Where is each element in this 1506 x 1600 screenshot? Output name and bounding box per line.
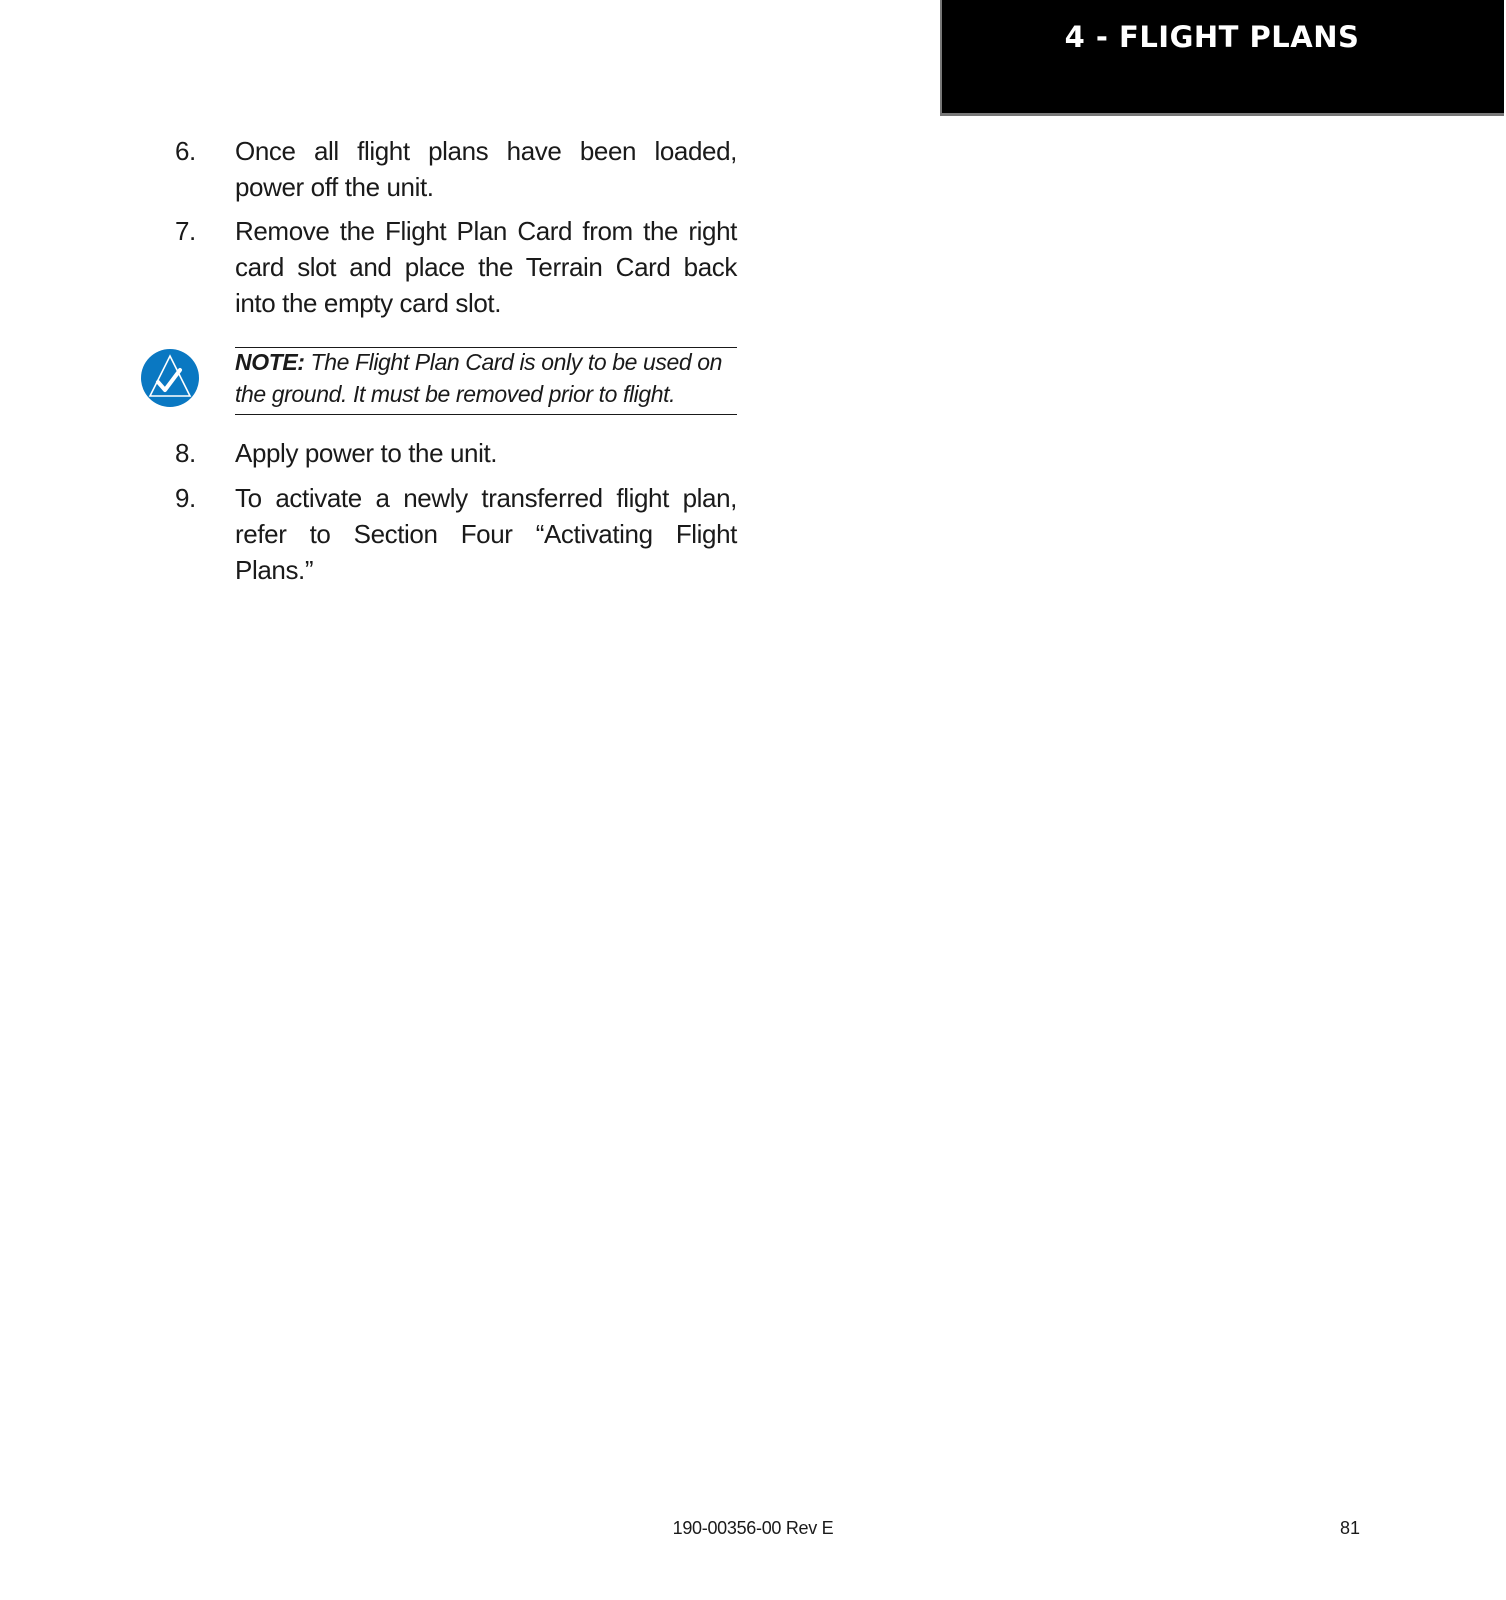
note-bottom-rule: [235, 414, 737, 415]
step-text: To activate a newly transferred flight plan, refer to Section Four “Activating Flight Plans.”: [235, 483, 737, 585]
step-text: Remove the Flight Plan Card from the right card slot and place the Terrain Card back into the empty card slot.: [235, 216, 737, 318]
note-block: [235, 346, 737, 410]
footer-document-number: 190-00356-00 Rev E: [672, 1518, 834, 1538]
note-label: NOTE:: [235, 349, 305, 375]
step-number: 6.: [175, 136, 196, 166]
step-text: Once all flight plans have been loaded, power off the unit.: [235, 136, 737, 202]
step-number: 9.: [175, 483, 196, 513]
footer-page-number: 81: [1339, 1518, 1361, 1538]
note-text: The Flight Plan Card is only to be used on the ground. It must be removed prior to flight.: [235, 349, 723, 407]
step-text: Apply power to the unit.: [235, 438, 498, 468]
list-item-step-7: [175, 213, 737, 321]
list-item-step-8: [175, 435, 737, 471]
list-item-step-6: [175, 133, 737, 205]
section-title: 4 - FLIGHT PLANS: [1064, 20, 1360, 54]
list-item-step-9: [175, 480, 737, 588]
note-check-icon: [140, 348, 200, 408]
section-tab: [940, 0, 1504, 116]
step-number: 7.: [175, 216, 196, 246]
step-number: 8.: [175, 438, 196, 468]
